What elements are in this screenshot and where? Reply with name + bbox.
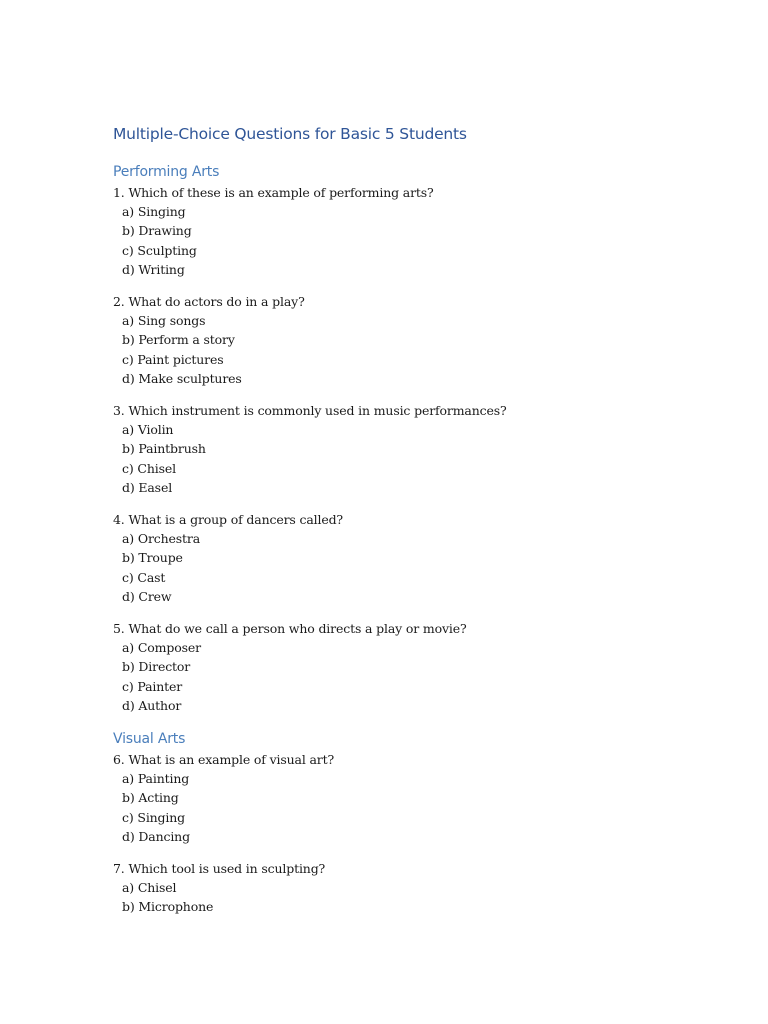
answer-option: d) Easel <box>122 479 173 495</box>
answer-option: c) Sculpting <box>122 242 197 258</box>
answer-option: b) Director <box>122 659 191 675</box>
question-text: 7. Which tool is used in sculpting? <box>113 861 326 877</box>
answer-option: c) Painter <box>122 678 183 694</box>
question-text: 6. What is an example of visual art? <box>113 752 335 767</box>
question-5 <box>113 619 507 715</box>
answer-option: b) Paintbrush <box>122 441 206 457</box>
answer-option: a) Orchestra <box>122 531 201 547</box>
answer-option: d) Dancing <box>122 828 190 844</box>
answer-option: a) Painting <box>122 771 190 787</box>
answer-option: d) Make sculptures <box>122 370 242 386</box>
answer-option: c) Singing <box>122 809 186 825</box>
answer-option: b) Acting <box>122 790 179 806</box>
answer-option: d) Writing <box>122 261 185 277</box>
answer-option: b) Drawing <box>122 223 192 239</box>
answer-option: a) Sing songs <box>122 313 206 329</box>
question-2 <box>113 292 507 388</box>
question-text: 4. What is a group of dancers called? <box>113 512 343 528</box>
section-heading: Visual Arts <box>113 731 186 747</box>
section-visual-arts <box>113 728 334 930</box>
section-performing-arts <box>113 161 507 728</box>
question-4 <box>113 510 507 606</box>
question-3 <box>113 401 507 497</box>
answer-option: b) Microphone <box>122 899 214 915</box>
question-6 <box>113 750 334 846</box>
question-text: 5. What do we call a person who directs a play or movie? <box>113 621 467 637</box>
answer-option: d) Crew <box>122 588 172 604</box>
question-text: 2. What do actors do in a play? <box>113 294 305 310</box>
answer-option: a) Violin <box>122 422 174 438</box>
answer-option: c) Chisel <box>122 460 176 476</box>
answer-option: b) Perform a story <box>122 332 235 348</box>
answer-option: d) Author <box>122 697 182 713</box>
document-title: Multiple-Choice Questions for Basic 5 Students <box>113 125 467 143</box>
answer-option: a) Chisel <box>122 880 177 896</box>
answer-option: a) Composer <box>122 640 201 656</box>
question-1 <box>113 183 507 279</box>
answer-option: a) Singing <box>122 204 186 220</box>
answer-option: c) Paint pictures <box>122 351 224 367</box>
answer-option: c) Cast <box>122 569 166 585</box>
question-text: 1. Which of these is an example of performing arts? <box>113 185 434 200</box>
answer-option: b) Troupe <box>122 550 183 566</box>
question-text: 3. Which instrument is commonly used in music performances? <box>113 403 507 419</box>
question-7 <box>113 859 334 917</box>
section-heading: Performing Arts <box>113 164 220 180</box>
